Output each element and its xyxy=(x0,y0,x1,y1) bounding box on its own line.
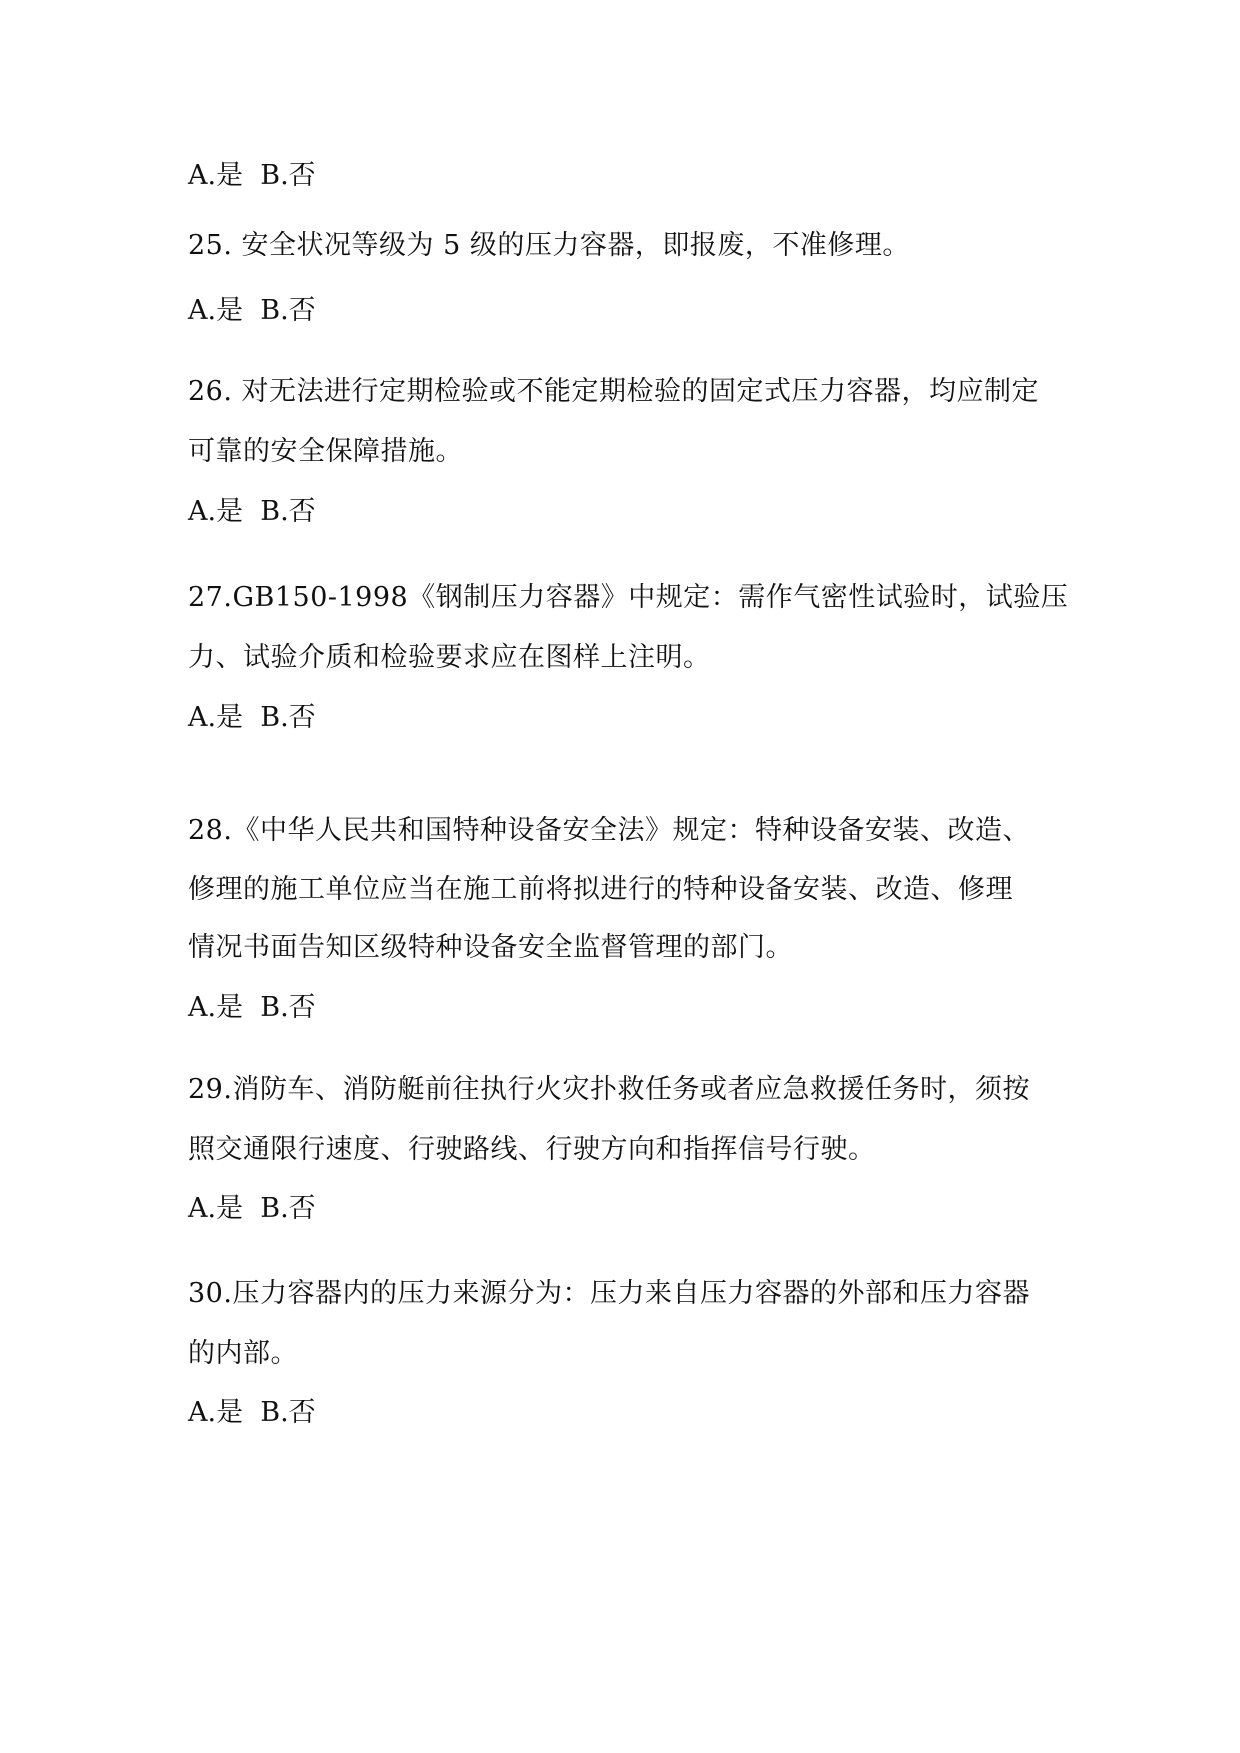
answer-options: A.是 B.否 xyxy=(188,702,316,733)
answer-options: A.是 B.否 xyxy=(188,1193,316,1224)
answer-options: A.是 B.否 xyxy=(188,992,316,1023)
leading-answer-options: A.是 B.否 xyxy=(188,160,316,191)
answer-options: A.是 B.否 xyxy=(188,1397,316,1428)
question-text-line: 29.消防车、消防艇前往执行火灾扑救任务或者应急救援任务时，须按 xyxy=(188,1074,1030,1105)
question-text-line: 25. 安全状况等级为 5 级的压力容器，即报废，不准修理。 xyxy=(188,230,910,261)
question-text-line: 力、试验介质和检验要求应在图样上注明。 xyxy=(188,642,711,673)
question-text-line: 情况书面告知区级特种设备安全监督管理的部门。 xyxy=(188,932,793,963)
question-text-line: 可靠的安全保障措施。 xyxy=(188,436,463,467)
question-text-line: 27.GB150-1998《钢制压力容器》中规定：需作气密性试验时，试验压 xyxy=(188,582,1069,613)
question-text-line: 28.《中华人民共和国特种设备安全法》规定：特种设备安装、改造、 xyxy=(188,815,1030,846)
question-text-line: 的内部。 xyxy=(188,1338,298,1369)
question-text-line: 修理的施工单位应当在施工前将拟进行的特种设备安装、改造、修理 xyxy=(188,874,1013,905)
answer-options: A.是 B.否 xyxy=(188,496,316,527)
answer-options: A.是 B.否 xyxy=(188,295,316,326)
question-text-line: 26. 对无法进行定期检验或不能定期检验的固定式压力容器，均应制定 xyxy=(188,376,1040,407)
question-text-line: 30.压力容器内的压力来源分为：压力来自压力容器的外部和压力容器 xyxy=(188,1278,1030,1309)
question-text-line: 照交通限行速度、行驶路线、行驶方向和指挥信号行驶。 xyxy=(188,1134,876,1165)
